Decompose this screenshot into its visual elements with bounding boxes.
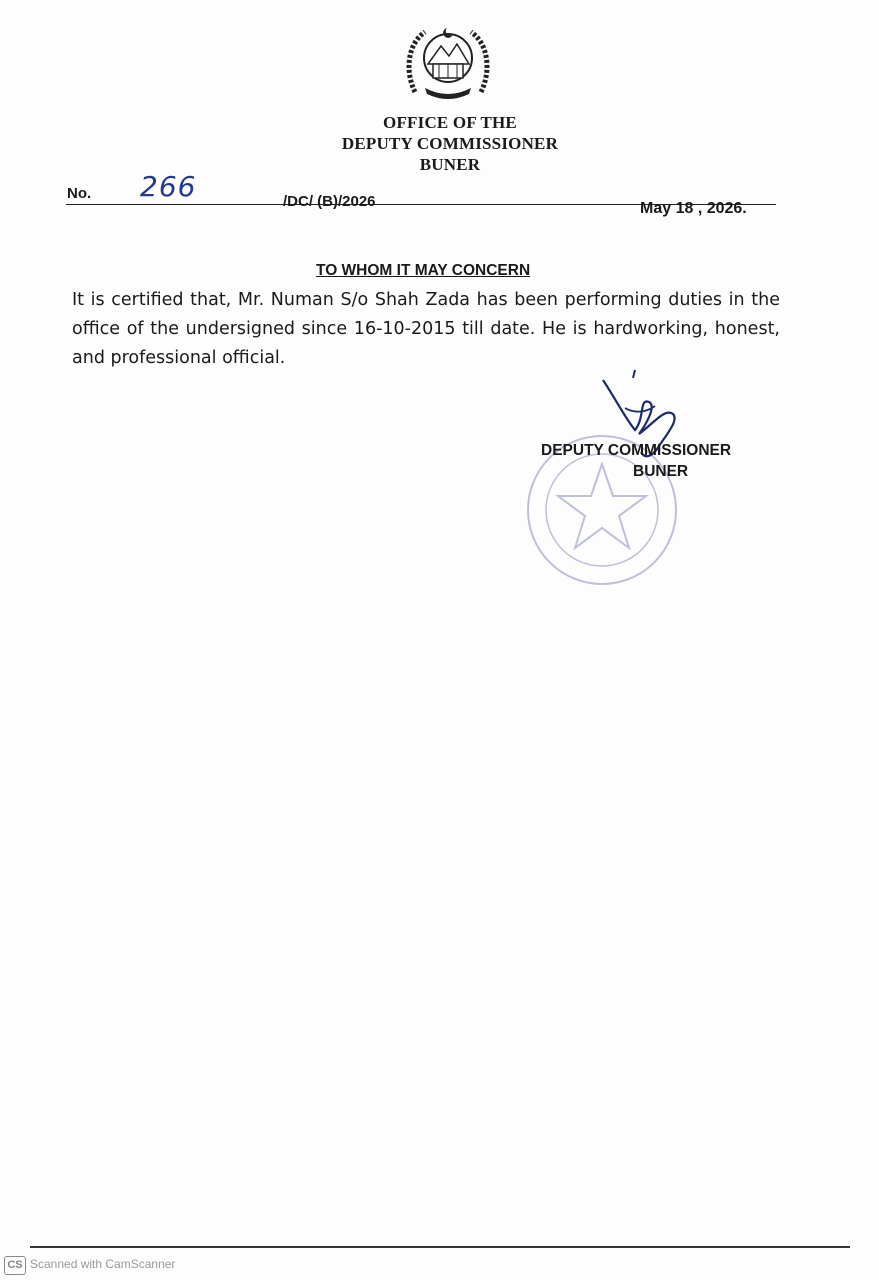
subject-heading: TO WHOM IT MAY CONCERN <box>316 262 531 279</box>
office-heading-line-2: DEPUTY COMMISSIONER <box>341 134 559 153</box>
signatory-title: DEPUTY COMMISSIONER <box>541 442 732 459</box>
provincial-crest-icon <box>403 22 493 102</box>
reference-date: May 18 , 2026. <box>640 200 747 217</box>
camscanner-logo-icon: CS <box>4 1256 26 1275</box>
reference-suffix: /DC/ (B)/2026 <box>283 193 376 210</box>
reference-number-handwritten: 266 <box>140 170 197 203</box>
reference-no-label: No. <box>67 185 92 202</box>
certificate-body: It is certified that, Mr. Numan S/o Shah Zada has been performing duties in the office of the undersigned since 16-10-2015 till date. He is hardworking, honest, and professional official. <box>72 290 780 368</box>
signatory-place: BUNER <box>633 463 689 480</box>
office-heading-line-1: OFFICE OF THE <box>383 113 517 132</box>
camscanner-watermark: Scanned with CamScanner <box>30 1257 176 1271</box>
office-heading-line-3: BUNER <box>419 155 481 174</box>
scan-footer-rule <box>30 1246 850 1248</box>
